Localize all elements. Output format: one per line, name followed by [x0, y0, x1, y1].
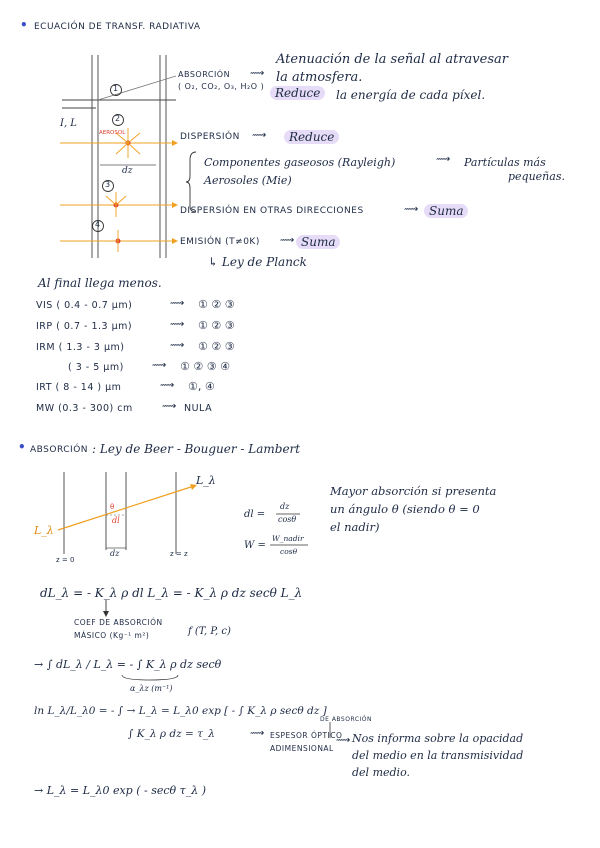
- nos-informa-3: del medio.: [352, 766, 410, 779]
- section2-title-caps: ABSORCIÓN: [30, 445, 89, 455]
- equation-1: dL_λ = - K_λ ρ dl L_λ = - K_λ ρ dz secθ L_λ: [40, 586, 303, 600]
- alpha-label: α_λz (m⁻¹): [130, 684, 173, 693]
- l-lambda-out: L_λ: [196, 474, 216, 487]
- eq-dl-lhs: dl =: [244, 509, 266, 520]
- reduce-badge-1: Reduce: [270, 86, 325, 100]
- de-absorcion: DE ABSORCIÓN: [320, 716, 373, 723]
- alpha-underbrace: [122, 675, 178, 680]
- section1-bullet: •: [20, 18, 28, 32]
- list-item-arrow: ⟿: [170, 319, 185, 330]
- il-label: I, L: [60, 118, 77, 129]
- list-item-circles: ① ② ③: [198, 340, 235, 353]
- emision-label: EMISIÓN (T≠0K): [180, 237, 260, 247]
- suma-badge-1: Suma: [424, 204, 468, 218]
- equation-2: → ∫ dL_λ / L_λ = - ∫ K_λ ρ dz secθ: [34, 658, 222, 671]
- emision-arrow: ⟿: [280, 235, 295, 246]
- nos-informa-1: Nos informa sobre la opacidad: [352, 732, 524, 745]
- list-item-circles: ① ② ③: [198, 298, 235, 311]
- list-item-arrow: ⟿: [162, 401, 177, 412]
- aerosol-label: AEROSOL: [99, 130, 126, 136]
- list-item-arrow: ⟿: [170, 340, 185, 351]
- eq-w-den: cosθ: [280, 547, 298, 556]
- emission-arrowhead: [172, 238, 178, 244]
- equation-3: ln L_λ/L_λ0 = - ∫ → L_λ = L_λ0 exp [ - ∫ K_λ ρ secθ dz ]: [34, 705, 327, 717]
- circle-2-label: 2: [115, 114, 121, 123]
- dz-label: dz: [122, 166, 133, 176]
- list-item-label: VIS ( 0.4 - 0.7 μm): [36, 300, 133, 311]
- espesor-arrow-glyph: ⟿: [250, 728, 265, 739]
- list-item-circles: NULA: [184, 403, 213, 414]
- dz-label-2: dz: [110, 549, 120, 558]
- list-item-arrow: ⟿: [170, 298, 185, 309]
- nos-arrow: ⟿: [336, 735, 351, 746]
- particulas-mas: Partículas más: [464, 156, 546, 169]
- reduce-text: la energía de cada píxel.: [336, 88, 486, 102]
- dispersion-arrow: ⟿: [252, 130, 267, 141]
- dispersion-brace: [186, 152, 196, 212]
- ley-planck: ↳ Ley de Planck: [208, 255, 307, 269]
- list-item-label: MW (0.3 - 300) cm: [36, 403, 133, 414]
- list-item-circles: ①, ④: [188, 380, 215, 393]
- coef-absorcion-2: MÁSICO (Kg⁻¹ m²): [74, 631, 150, 640]
- final-equation: → L_λ = L_λ0 exp ( - secθ τ_λ ): [34, 784, 207, 797]
- gases-label: ( O₂, CO₂, O₃, H₂O ): [178, 82, 265, 91]
- absorcion-arrow: ⟿: [250, 68, 265, 79]
- circle-4-label: 4: [95, 220, 101, 229]
- dispersion-label: DISPERSIÓN: [180, 132, 240, 142]
- absorption-line: [98, 76, 176, 100]
- circle-3-label: 3: [105, 180, 111, 189]
- eq-w-num: W_nadir: [272, 534, 304, 543]
- section2-bullet: •: [18, 440, 26, 454]
- list-item-label: IRP ( 0.7 - 1.3 μm): [36, 321, 133, 332]
- theta-label: θ: [110, 503, 115, 511]
- list-item-label: IRM ( 1.3 - 3 μm): [36, 342, 125, 353]
- list-item-arrow: ⟿: [152, 360, 167, 371]
- atenuacion-line2: la atmosfera.: [276, 70, 363, 85]
- z0-label: z = 0: [56, 556, 75, 564]
- nos-informa-2: del medio en la transmisividad: [352, 749, 524, 762]
- coef-absorcion-1: COEF DE ABSORCIÓN: [74, 618, 163, 627]
- mayor-line3: el nadir): [330, 520, 380, 534]
- componentes-gaseosos: Componentes gaseosos (Rayleigh): [204, 156, 396, 169]
- mayor-line1: Mayor absorción si presenta: [330, 484, 497, 498]
- atenuacion-line1: Atenuación de la señal al atravesar: [276, 52, 508, 67]
- list-item-circles: ① ② ③ ④: [180, 360, 230, 373]
- eq-dl-num: dz: [280, 502, 290, 511]
- aerosoles-mie: Aerosoles (Mie): [204, 174, 292, 187]
- equation-4: ∫ K_λ ρ dz = τ_λ: [128, 728, 215, 740]
- list-item-arrow: ⟿: [160, 380, 175, 391]
- reduce-badge-2: Reduce: [284, 130, 339, 144]
- f-tpc: f (T, P, c): [188, 626, 231, 637]
- otras-arrow: ⟿: [404, 204, 419, 215]
- llega-menos: Al final llega menos.: [38, 276, 162, 290]
- list-item-circles: ① ② ③: [198, 319, 235, 332]
- list-item-label: ( 3 - 5 μm): [68, 362, 124, 373]
- pequenas: pequeñas.: [508, 170, 565, 183]
- mayor-line2: un ángulo θ (siendo θ = 0: [330, 502, 480, 516]
- scatter-arrowhead: [172, 140, 178, 146]
- section1-title: ECUACIÓN DE TRANSF. RADIATIVA: [34, 22, 201, 32]
- suma-badge-2: Suma: [296, 235, 340, 249]
- comp-arrow: ⟿: [436, 154, 451, 165]
- espesor-optico: ESPESOR ÓPTICO: [270, 731, 343, 740]
- adimensional: ADIMENSIONAL: [270, 744, 334, 753]
- zz-label: z = z: [170, 550, 188, 558]
- eq-dl-den: cosθ: [278, 515, 297, 524]
- other-dir-arrowhead: [172, 202, 178, 208]
- absorcion-label: ABSORCIÓN: [178, 70, 231, 79]
- dispersion-otras: DISPERSIÓN EN OTRAS DIRECCIONES: [180, 206, 364, 216]
- dl-label: dl: [112, 516, 120, 525]
- section2-title-rest: : Ley de Beer - Bouguer - Lambert: [92, 442, 301, 456]
- l-lambda-in: L_λ: [34, 524, 54, 537]
- eq-w-lhs: W =: [244, 540, 266, 551]
- list-item-label: IRT ( 8 - 14 ) μm: [36, 382, 122, 393]
- circle-1-label: 1: [113, 84, 119, 93]
